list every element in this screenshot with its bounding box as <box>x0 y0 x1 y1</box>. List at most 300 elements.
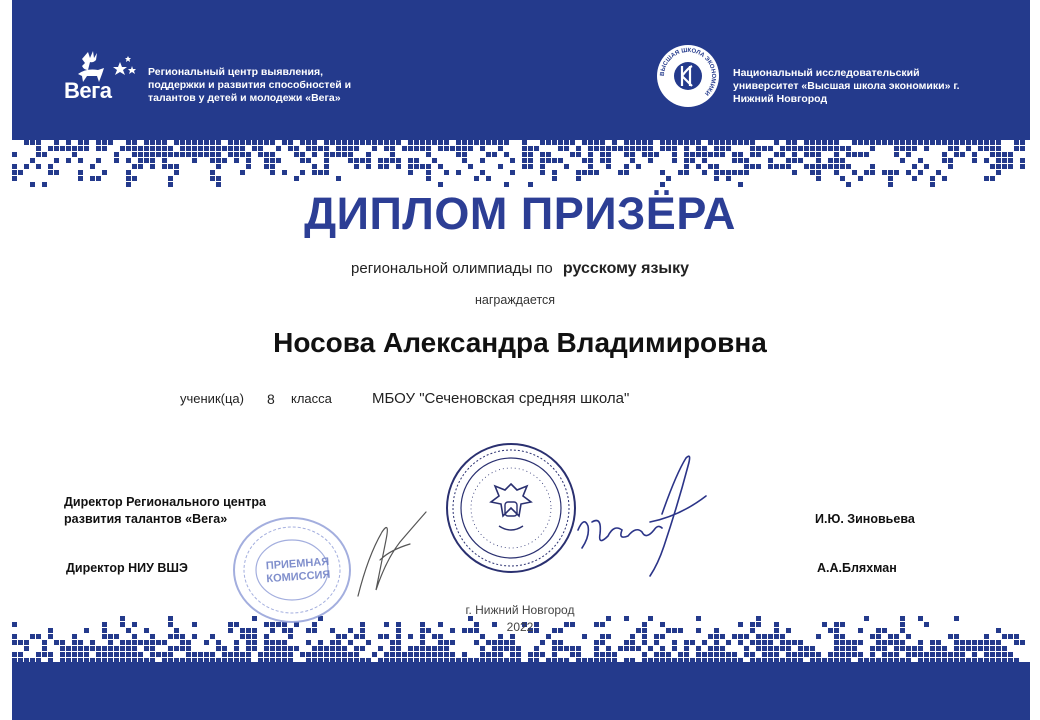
pixel-cell <box>738 170 743 175</box>
pixel-cell <box>570 646 575 651</box>
pixel-cell <box>216 176 221 181</box>
pixel-cell <box>744 164 749 169</box>
pixel-cell <box>912 134 917 139</box>
pixel-cell <box>474 658 479 663</box>
pixel-cell <box>162 658 167 663</box>
pixel-cell <box>684 646 689 651</box>
pixel-cell <box>894 146 899 151</box>
pixel-cell <box>858 134 863 139</box>
pixel-cell <box>546 152 551 157</box>
pixel-cell <box>456 140 461 145</box>
pixel-cell <box>708 646 713 651</box>
pixel-cell <box>102 146 107 151</box>
pixel-cell <box>108 658 113 663</box>
pixel-cell <box>360 646 365 651</box>
pixel-cell <box>186 652 191 657</box>
pixel-cell <box>60 652 65 657</box>
pixel-cell <box>642 652 647 657</box>
director1-title: Директор Регионального центра развития талантов «Вега» <box>64 495 266 526</box>
pixel-cell <box>1014 658 1019 663</box>
pixel-cell <box>732 152 737 157</box>
pixel-cell <box>786 652 791 657</box>
pixel-cell <box>174 134 179 139</box>
pixel-cell <box>606 158 611 163</box>
pixel-cell <box>60 640 65 645</box>
pixel-cell <box>102 634 107 639</box>
hse-logo-icon <box>656 44 720 108</box>
pixel-cell <box>450 658 455 663</box>
pixel-cell <box>726 640 731 645</box>
pixel-cell <box>960 652 965 657</box>
pixel-cell <box>498 134 503 139</box>
pixel-cell <box>744 158 749 163</box>
pixel-cell <box>900 646 905 651</box>
director2-title: Директор НИУ ВШЭ <box>66 561 188 575</box>
pixel-cell <box>54 170 59 175</box>
pixel-cell <box>12 634 17 639</box>
pixel-cell <box>132 652 137 657</box>
pixel-cell <box>714 646 719 651</box>
pixel-cell <box>516 652 521 657</box>
pixel-cell <box>246 152 251 157</box>
pixel-cell <box>294 152 299 157</box>
pixel-cell <box>72 658 77 663</box>
pixel-cell <box>150 640 155 645</box>
pixel-cell <box>972 152 977 157</box>
pixel-cell <box>414 646 419 651</box>
pixel-cell <box>108 640 113 645</box>
pixel-cell <box>324 646 329 651</box>
pixel-cell <box>888 640 893 645</box>
pixel-cell <box>120 658 125 663</box>
pixel-cell <box>768 634 773 639</box>
pixel-cell <box>246 134 251 139</box>
pixel-cell <box>630 146 635 151</box>
pixel-cell <box>126 646 131 651</box>
pixel-cell <box>96 176 101 181</box>
pixel-cell <box>654 652 659 657</box>
pixel-cell <box>204 152 209 157</box>
pixel-cell <box>624 646 629 651</box>
pixel-cell <box>120 646 125 651</box>
pixel-cell <box>114 158 119 163</box>
pixel-cell <box>96 134 101 139</box>
pixel-cell <box>324 652 329 657</box>
pixel-cell <box>396 640 401 645</box>
pixel-cell <box>54 146 59 151</box>
pixel-cell <box>480 652 485 657</box>
pixel-cell <box>522 158 527 163</box>
pixel-cell <box>864 140 869 145</box>
pixel-cell <box>384 146 389 151</box>
pixel-cell <box>126 140 131 145</box>
pixel-cell <box>246 634 251 639</box>
pixel-cell <box>522 146 527 151</box>
pixel-cell <box>732 652 737 657</box>
pixel-cell <box>492 652 497 657</box>
pixel-cell <box>240 134 245 139</box>
pixel-cell <box>306 658 311 663</box>
pixel-cell <box>198 140 203 145</box>
pixel-cell <box>816 140 821 145</box>
pixel-cell <box>666 658 671 663</box>
pixel-cell <box>654 640 659 645</box>
pixel-cell <box>210 176 215 181</box>
pixel-cell <box>528 134 533 139</box>
pixel-cell <box>846 652 851 657</box>
pixel-cell <box>318 646 323 651</box>
pixel-cell <box>36 134 41 139</box>
pixel-cell <box>990 658 995 663</box>
pixel-cell <box>354 634 359 639</box>
pixel-cell <box>390 152 395 157</box>
pixel-cell <box>840 164 845 169</box>
pixel-cell <box>222 146 227 151</box>
pixel-cell <box>216 640 221 645</box>
pixel-cell <box>552 646 557 651</box>
pixel-cell <box>240 152 245 157</box>
pixel-cell <box>366 164 371 169</box>
handwritten-signature-right <box>570 452 710 582</box>
pixel-cell <box>210 146 215 151</box>
pixel-cell <box>150 146 155 151</box>
pixel-cell <box>834 170 839 175</box>
pixel-cell <box>462 158 467 163</box>
pixel-cell <box>858 652 863 657</box>
pixel-cell <box>96 146 101 151</box>
pixel-cell <box>882 140 887 145</box>
pixel-cell <box>564 146 569 151</box>
pixel-cell <box>846 658 851 663</box>
pixel-cell <box>678 134 683 139</box>
pixel-cell <box>198 152 203 157</box>
pixel-cell <box>162 146 167 151</box>
pixel-cell <box>1008 152 1013 157</box>
pixel-cell <box>450 146 455 151</box>
pixel-cell <box>666 176 671 181</box>
pixel-cell <box>438 658 443 663</box>
pixel-cell <box>564 646 569 651</box>
pixel-cell <box>828 658 833 663</box>
pixel-cell <box>732 634 737 639</box>
pixel-cell <box>642 640 647 645</box>
pixel-cell <box>768 164 773 169</box>
pixel-cell <box>588 146 593 151</box>
pixel-cell <box>30 658 35 663</box>
pixel-cell <box>78 170 83 175</box>
pixel-cell <box>984 158 989 163</box>
pixel-cell <box>672 140 677 145</box>
pixel-cell <box>156 152 161 157</box>
pixel-cell <box>582 634 587 639</box>
pixel-cell <box>1014 640 1019 645</box>
pixel-cell <box>426 152 431 157</box>
pixel-cell <box>30 158 35 163</box>
pixel-cell <box>264 164 269 169</box>
pixel-cell <box>936 640 941 645</box>
pixel-cell <box>726 176 731 181</box>
pixel-cell <box>132 176 137 181</box>
pixel-cell <box>714 140 719 145</box>
pixel-cell <box>204 652 209 657</box>
pixel-cell <box>618 646 623 651</box>
pixel-cell <box>972 140 977 145</box>
pixel-cell <box>180 134 185 139</box>
pixel-cell <box>912 646 917 651</box>
pixel-cell <box>276 646 281 651</box>
pixel-cell <box>480 658 485 663</box>
pixel-cell <box>660 134 665 139</box>
pixel-cell <box>756 658 761 663</box>
diploma-title: ДИПЛОМ ПРИЗЁРА <box>304 188 736 239</box>
pixel-cell <box>504 182 509 187</box>
pixel-cell <box>786 658 791 663</box>
pixel-cell <box>216 646 221 651</box>
pixel-cell <box>120 652 125 657</box>
pixel-cell <box>126 146 131 151</box>
hse-organization-name: Национальный исследовательский университет «Высшая школа экономики» г. Нижний Новгород <box>733 67 960 105</box>
pixel-cell <box>948 140 953 145</box>
pixel-cell <box>318 170 323 175</box>
pixel-cell <box>780 634 785 639</box>
pixel-cell <box>426 170 431 175</box>
pixel-cell <box>150 152 155 157</box>
pixel-cell <box>948 146 953 151</box>
pixel-cell <box>438 182 443 187</box>
pixel-cell <box>270 152 275 157</box>
pixel-cell <box>42 182 47 187</box>
pixel-cell <box>504 658 509 663</box>
pixel-cell <box>270 658 275 663</box>
pixel-cell <box>780 646 785 651</box>
pixel-cell <box>786 164 791 169</box>
pixel-cell <box>558 646 563 651</box>
pixel-cell <box>714 176 719 181</box>
pixel-cell <box>618 170 623 175</box>
pixel-cell <box>894 658 899 663</box>
pixel-cell <box>36 652 41 657</box>
pixel-cell <box>924 140 929 145</box>
pixel-cell <box>948 164 953 169</box>
awarded-label: награждается <box>475 293 556 307</box>
pixel-cell <box>912 652 917 657</box>
pixel-cell <box>624 170 629 175</box>
pixel-cell <box>222 158 227 163</box>
pixel-cell <box>396 652 401 657</box>
pixel-cell <box>894 634 899 639</box>
pixel-cell <box>216 152 221 157</box>
pixel-cell <box>264 152 269 157</box>
pixel-cell <box>786 646 791 651</box>
pixel-cell <box>696 652 701 657</box>
pixel-cell <box>168 152 173 157</box>
pixel-cell <box>390 140 395 145</box>
pixel-cell <box>888 658 893 663</box>
pixel-cell <box>192 158 197 163</box>
pixel-cell <box>294 134 299 139</box>
pixel-cell <box>336 640 341 645</box>
pixel-cell <box>762 640 767 645</box>
pixel-cell <box>738 152 743 157</box>
pixel-cell <box>876 640 881 645</box>
pixel-cell <box>18 640 23 645</box>
pixel-cell <box>330 658 335 663</box>
pixel-cell <box>288 658 293 663</box>
pixel-cell <box>918 170 923 175</box>
pixel-cell <box>888 176 893 181</box>
pixel-cell <box>108 646 113 651</box>
pixel-cell <box>108 634 113 639</box>
pixel-cell <box>390 652 395 657</box>
pixel-cell <box>684 170 689 175</box>
pixel-cell <box>48 634 53 639</box>
pixel-cell <box>918 140 923 145</box>
pixel-cell <box>258 658 263 663</box>
pixel-cell <box>66 652 71 657</box>
pixel-cell <box>708 134 713 139</box>
pixel-cell <box>36 140 41 145</box>
pixel-cell <box>708 164 713 169</box>
pixel-cell <box>606 146 611 151</box>
pixel-cell <box>486 140 491 145</box>
pixel-cell <box>906 652 911 657</box>
pixel-cell <box>234 652 239 657</box>
pixel-cell <box>600 658 605 663</box>
pixel-cell <box>288 134 293 139</box>
pixel-cell <box>726 134 731 139</box>
pixel-cell <box>630 158 635 163</box>
pixel-cell <box>162 164 167 169</box>
pixel-cell <box>132 640 137 645</box>
pixel-cell <box>1002 652 1007 657</box>
pixel-cell <box>426 134 431 139</box>
pixel-cell <box>528 658 533 663</box>
pixel-cell <box>378 164 383 169</box>
pixel-cell <box>126 182 131 187</box>
official-seal-icon <box>443 440 579 576</box>
pixel-cell <box>678 140 683 145</box>
pixel-cell <box>480 134 485 139</box>
pixel-cell <box>456 152 461 157</box>
pixel-cell <box>996 158 1001 163</box>
pixel-cell <box>858 140 863 145</box>
pixel-cell <box>396 634 401 639</box>
pixel-cell <box>930 134 935 139</box>
pixel-cell <box>408 634 413 639</box>
pixel-cell <box>408 658 413 663</box>
pixel-cell <box>840 652 845 657</box>
pixel-cell <box>42 134 47 139</box>
pixel-cell <box>312 170 317 175</box>
pixel-cell <box>396 658 401 663</box>
pixel-cell <box>930 176 935 181</box>
pixel-cell <box>726 658 731 663</box>
footer-band <box>12 662 1030 720</box>
pixel-cell <box>372 652 377 657</box>
pixel-cell <box>48 164 53 169</box>
pixel-cell <box>708 652 713 657</box>
pixel-cell <box>990 652 995 657</box>
pixel-cell <box>294 646 299 651</box>
pixel-cell <box>96 140 101 145</box>
pixel-cell <box>822 164 827 169</box>
pixel-cell <box>462 652 467 657</box>
pixel-cell <box>528 146 533 151</box>
pixel-cell <box>486 640 491 645</box>
pixel-cell <box>984 146 989 151</box>
pixel-cell <box>126 640 131 645</box>
pixel-cell <box>276 158 281 163</box>
pixel-cell <box>294 176 299 181</box>
pixel-cell <box>822 658 827 663</box>
pixel-cell <box>846 640 851 645</box>
pixel-cell <box>942 646 947 651</box>
pixel-cell <box>342 140 347 145</box>
pixel-cell <box>258 134 263 139</box>
pixel-cell <box>690 140 695 145</box>
pixel-cell <box>606 134 611 139</box>
pixel-cell <box>78 652 83 657</box>
pixel-cell <box>930 658 935 663</box>
pixel-cell <box>624 658 629 663</box>
pixel-cell <box>702 158 707 163</box>
pixel-cell <box>228 140 233 145</box>
pixel-cell <box>342 658 347 663</box>
pixel-cell <box>984 658 989 663</box>
pixel-cell <box>300 152 305 157</box>
pixel-cell <box>648 646 653 651</box>
pixel-cell <box>246 652 251 657</box>
pixel-cell <box>360 634 365 639</box>
pixel-cell <box>804 152 809 157</box>
pixel-cell <box>702 170 707 175</box>
pixel-cell <box>882 134 887 139</box>
pixel-cell <box>480 634 485 639</box>
pixel-cell <box>216 134 221 139</box>
hse-logo-ring-text: ВЫСШАЯ ШКОЛА ЭКОНОМИКИ <box>659 47 717 97</box>
pixel-cell <box>480 170 485 175</box>
pixel-cell <box>966 140 971 145</box>
pixel-cell <box>480 646 485 651</box>
pixel-cell <box>600 152 605 157</box>
pixel-cell <box>690 658 695 663</box>
pixel-cell <box>150 634 155 639</box>
pixel-cell <box>126 170 131 175</box>
pixel-cell <box>156 146 161 151</box>
pixel-cell <box>54 140 59 145</box>
pixel-cell <box>276 652 281 657</box>
pixel-cell <box>240 634 245 639</box>
pixel-cell <box>774 646 779 651</box>
pixel-cell <box>312 658 317 663</box>
pixel-cell <box>336 652 341 657</box>
pixel-cell <box>186 146 191 151</box>
pixel-cell <box>534 646 539 651</box>
pixel-cell <box>954 634 959 639</box>
pixel-cell <box>330 652 335 657</box>
pixel-cell <box>708 634 713 639</box>
pixel-cell <box>216 164 221 169</box>
pixel-cell <box>522 164 527 169</box>
pixel-cell <box>48 146 53 151</box>
pixel-cell <box>1014 140 1019 145</box>
pixel-cell <box>966 640 971 645</box>
pixel-cell <box>18 134 23 139</box>
pixel-cell <box>228 146 233 151</box>
pixel-cell <box>990 140 995 145</box>
pixel-cell <box>456 170 461 175</box>
pixel-cell <box>756 152 761 157</box>
